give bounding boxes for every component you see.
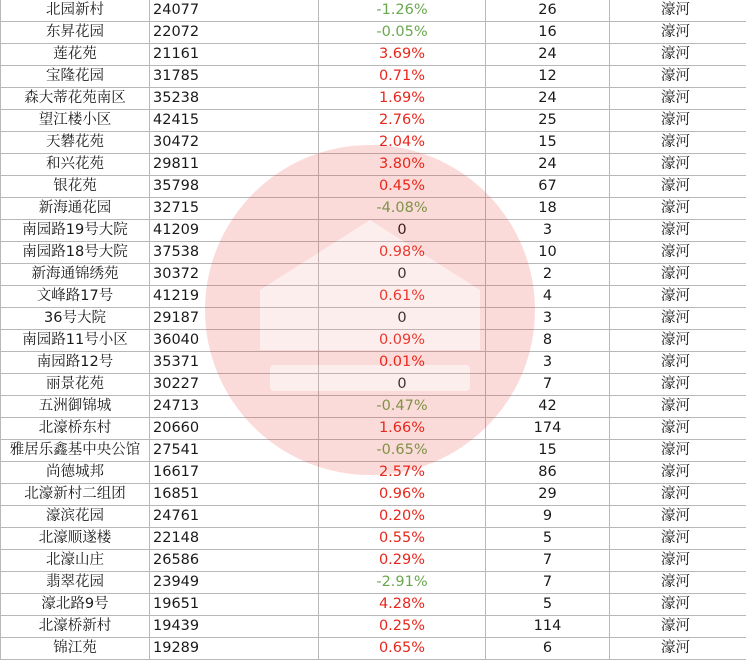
- listing-count-cell: 7: [486, 572, 610, 594]
- change-cell: 2.76%: [319, 110, 486, 132]
- community-name-cell: 濠滨花园: [1, 506, 150, 528]
- change-cell: 0.55%: [319, 528, 486, 550]
- change-cell: 0.45%: [319, 176, 486, 198]
- district-cell: 濠河: [610, 440, 746, 462]
- table-row: [1, 330, 746, 352]
- district-cell: 濠河: [610, 264, 746, 286]
- change-cell: 0: [319, 220, 486, 242]
- change-cell: 0.09%: [319, 330, 486, 352]
- community-name-cell: 北濠新村二组团: [1, 484, 150, 506]
- table-row: [1, 66, 746, 88]
- price-cell: 16617: [150, 462, 319, 484]
- change-cell: -0.65%: [319, 440, 486, 462]
- change-cell: 0.01%: [319, 352, 486, 374]
- district-cell: 濠河: [610, 550, 746, 572]
- community-name-cell: 南园路12号: [1, 352, 150, 374]
- table-row: [1, 88, 746, 110]
- table-row: [1, 44, 746, 66]
- listing-count-cell: 16: [486, 22, 610, 44]
- change-cell: 2.04%: [319, 132, 486, 154]
- price-cell: 23949: [150, 572, 319, 594]
- table-row: [1, 352, 746, 374]
- table-row: [1, 374, 746, 396]
- listing-count-cell: 24: [486, 88, 610, 110]
- community-name-cell: 宝隆花园: [1, 66, 150, 88]
- change-cell: -4.08%: [319, 198, 486, 220]
- community-name-cell: 锦江苑: [1, 638, 150, 660]
- change-cell: 2.57%: [319, 462, 486, 484]
- community-name-cell: 36号大院: [1, 308, 150, 330]
- district-cell: 濠河: [610, 154, 746, 176]
- table-row: [1, 418, 746, 440]
- listing-count-cell: 7: [486, 550, 610, 572]
- district-cell: 濠河: [610, 286, 746, 308]
- change-cell: 3.69%: [319, 44, 486, 66]
- listing-count-cell: 9: [486, 506, 610, 528]
- change-cell: -0.47%: [319, 396, 486, 418]
- price-cell: 22072: [150, 22, 319, 44]
- change-cell: -2.91%: [319, 572, 486, 594]
- community-name-cell: 南园路11号小区: [1, 330, 150, 352]
- table-row: [1, 440, 746, 462]
- price-cell: 20660: [150, 418, 319, 440]
- district-cell: 濠河: [610, 330, 746, 352]
- table-row: [1, 132, 746, 154]
- district-cell: 濠河: [610, 352, 746, 374]
- table-row: [1, 616, 746, 638]
- change-cell: 0.20%: [319, 506, 486, 528]
- community-name-cell: 北濠桥新村: [1, 616, 150, 638]
- change-cell: 0.71%: [319, 66, 486, 88]
- district-cell: 濠河: [610, 88, 746, 110]
- table-row: [1, 110, 746, 132]
- table-row: [1, 528, 746, 550]
- listing-count-cell: 24: [486, 154, 610, 176]
- price-cell: 24761: [150, 506, 319, 528]
- listing-count-cell: 24: [486, 44, 610, 66]
- listing-count-cell: 15: [486, 132, 610, 154]
- price-cell: 19289: [150, 638, 319, 660]
- price-cell: 35798: [150, 176, 319, 198]
- community-name-cell: 天礬花苑: [1, 132, 150, 154]
- district-cell: 濠河: [610, 198, 746, 220]
- listing-count-cell: 6: [486, 638, 610, 660]
- table-row: [1, 220, 746, 242]
- table-row: [1, 154, 746, 176]
- district-cell: 濠河: [610, 638, 746, 660]
- community-name-cell: 雅居乐鑫基中央公馆: [1, 440, 150, 462]
- district-cell: 濠河: [610, 418, 746, 440]
- district-cell: 濠河: [610, 110, 746, 132]
- district-cell: 濠河: [610, 484, 746, 506]
- table-row: [1, 550, 746, 572]
- listing-count-cell: 3: [486, 352, 610, 374]
- table-row: [1, 572, 746, 594]
- district-cell: 濠河: [610, 616, 746, 638]
- price-cell: 30472: [150, 132, 319, 154]
- price-cell: 37538: [150, 242, 319, 264]
- listing-count-cell: 26: [486, 0, 610, 22]
- change-cell: 0: [319, 308, 486, 330]
- price-cell: 31785: [150, 66, 319, 88]
- price-cell: 19651: [150, 594, 319, 616]
- price-cell: 16851: [150, 484, 319, 506]
- listing-count-cell: 42: [486, 396, 610, 418]
- district-cell: 濠河: [610, 0, 746, 22]
- price-cell: 26586: [150, 550, 319, 572]
- community-name-cell: 文峰路17号: [1, 286, 150, 308]
- community-name-cell: 北濠顺遂楼: [1, 528, 150, 550]
- price-cell: 21161: [150, 44, 319, 66]
- listing-count-cell: 3: [486, 308, 610, 330]
- price-cell: 24713: [150, 396, 319, 418]
- price-cell: 42415: [150, 110, 319, 132]
- district-cell: 濠河: [610, 22, 746, 44]
- price-cell: 32715: [150, 198, 319, 220]
- table-row: [1, 396, 746, 418]
- community-name-cell: 丽景花苑: [1, 374, 150, 396]
- district-cell: 濠河: [610, 396, 746, 418]
- listing-count-cell: 3: [486, 220, 610, 242]
- district-cell: 濠河: [610, 374, 746, 396]
- table-row: [1, 506, 746, 528]
- table-row: [1, 286, 746, 308]
- community-name-cell: 莲花苑: [1, 44, 150, 66]
- listing-count-cell: 7: [486, 374, 610, 396]
- table-body: [1, 0, 746, 660]
- table-row: [1, 22, 746, 44]
- listing-count-cell: 2: [486, 264, 610, 286]
- price-cell: 41209: [150, 220, 319, 242]
- district-cell: 濠河: [610, 528, 746, 550]
- district-cell: 濠河: [610, 506, 746, 528]
- district-cell: 濠河: [610, 44, 746, 66]
- community-name-cell: 望江楼小区: [1, 110, 150, 132]
- price-cell: 19439: [150, 616, 319, 638]
- community-name-cell: 银花苑: [1, 176, 150, 198]
- district-cell: 濠河: [610, 308, 746, 330]
- community-name-cell: 五洲御锦城: [1, 396, 150, 418]
- price-cell: 30372: [150, 264, 319, 286]
- community-name-cell: 北园新村: [1, 0, 150, 22]
- change-cell: 1.69%: [319, 88, 486, 110]
- change-cell: 0.96%: [319, 484, 486, 506]
- district-cell: 濠河: [610, 242, 746, 264]
- price-cell: 22148: [150, 528, 319, 550]
- change-cell: 0.29%: [319, 550, 486, 572]
- table-row: [1, 484, 746, 506]
- community-name-cell: 南园路18号大院: [1, 242, 150, 264]
- district-cell: 濠河: [610, 132, 746, 154]
- community-name-cell: 新海通锦绣苑: [1, 264, 150, 286]
- community-name-cell: 和兴花苑: [1, 154, 150, 176]
- change-cell: 0.61%: [319, 286, 486, 308]
- table-row: [1, 638, 746, 660]
- district-cell: 濠河: [610, 572, 746, 594]
- price-cell: 30227: [150, 374, 319, 396]
- price-cell: 29811: [150, 154, 319, 176]
- price-cell: 24077: [150, 0, 319, 22]
- price-cell: 35238: [150, 88, 319, 110]
- change-cell: -0.05%: [319, 22, 486, 44]
- price-cell: 29187: [150, 308, 319, 330]
- community-name-cell: 新海通花园: [1, 198, 150, 220]
- price-cell: 36040: [150, 330, 319, 352]
- change-cell: -1.26%: [319, 0, 486, 22]
- change-cell: 0.65%: [319, 638, 486, 660]
- listing-count-cell: 174: [486, 418, 610, 440]
- district-cell: 濠河: [610, 462, 746, 484]
- change-cell: 4.28%: [319, 594, 486, 616]
- listing-count-cell: 4: [486, 286, 610, 308]
- price-cell: 27541: [150, 440, 319, 462]
- community-name-cell: 南园路19号大院: [1, 220, 150, 242]
- community-name-cell: 北濠山庄: [1, 550, 150, 572]
- district-cell: 濠河: [610, 594, 746, 616]
- district-cell: 濠河: [610, 66, 746, 88]
- table-row: [1, 462, 746, 484]
- table-row: [1, 308, 746, 330]
- district-cell: 濠河: [610, 220, 746, 242]
- listing-count-cell: 8: [486, 330, 610, 352]
- table-row: [1, 242, 746, 264]
- table-row: [1, 0, 746, 22]
- community-name-cell: 北濠桥东村: [1, 418, 150, 440]
- listing-count-cell: 5: [486, 594, 610, 616]
- listing-count-cell: 12: [486, 66, 610, 88]
- listing-count-cell: 5: [486, 528, 610, 550]
- community-name-cell: 森大蒂花苑南区: [1, 88, 150, 110]
- community-name-cell: 濠北路9号: [1, 594, 150, 616]
- table-row: [1, 264, 746, 286]
- table-row: [1, 594, 746, 616]
- listing-count-cell: 10: [486, 242, 610, 264]
- price-cell: 41219: [150, 286, 319, 308]
- listing-count-cell: 15: [486, 440, 610, 462]
- change-cell: 0: [319, 264, 486, 286]
- listing-count-cell: 114: [486, 616, 610, 638]
- change-cell: 0: [319, 374, 486, 396]
- community-name-cell: 东昇花园: [1, 22, 150, 44]
- change-cell: 0.25%: [319, 616, 486, 638]
- change-cell: 1.66%: [319, 418, 486, 440]
- listing-count-cell: 29: [486, 484, 610, 506]
- listing-count-cell: 25: [486, 110, 610, 132]
- change-cell: 0.98%: [319, 242, 486, 264]
- listing-count-cell: 18: [486, 198, 610, 220]
- community-name-cell: 尚德城邦: [1, 462, 150, 484]
- table-row: [1, 176, 746, 198]
- listing-count-cell: 86: [486, 462, 610, 484]
- district-cell: 濠河: [610, 176, 746, 198]
- table-row: [1, 198, 746, 220]
- price-cell: 35371: [150, 352, 319, 374]
- community-name-cell: 翡翠花园: [1, 572, 150, 594]
- change-cell: 3.80%: [319, 154, 486, 176]
- listing-count-cell: 67: [486, 176, 610, 198]
